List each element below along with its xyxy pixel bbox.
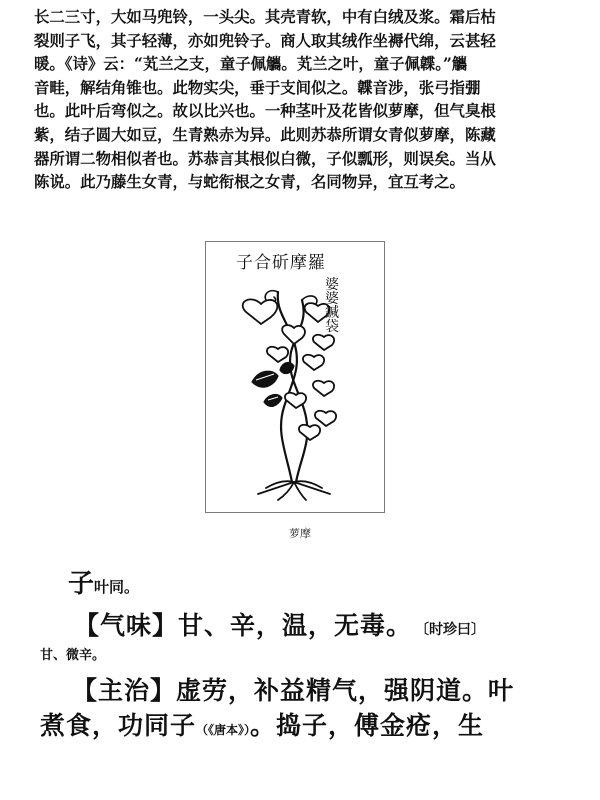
text-line: 暖。《诗》云：“芄兰之支，童子佩觿。芄兰之叶，童子佩韘。”觿: [34, 55, 468, 74]
text-line: 器所谓二物相似者也。苏恭言其根似白微，子似瓢形，则误矣。当从: [34, 149, 496, 168]
text-line: 裂则子飞，其子轻薄，亦如兜铃子。商人取其绒作坐褥代绵，云甚轻: [34, 31, 496, 50]
text-line: 紫，结子圆大如豆，生青熟赤为异。此则苏恭所谓女青似萝摩，陈藏: [34, 125, 496, 144]
zhuzhi-line-2: [40, 706, 484, 742]
plant-illustration: [205, 241, 385, 513]
figure-title: 子合斫摩羅: [236, 253, 326, 273]
figure-subtitle: 婆婆鍼袋: [325, 277, 339, 335]
section-zi: [68, 563, 139, 600]
zhuzhi-label: 【主治】: [72, 676, 177, 705]
zhuzhi-source: （《唐本》）: [196, 723, 251, 737]
section-zhuzhi: [72, 671, 514, 707]
body-paragraph: [34, 6, 566, 195]
text-line: 也。此叶后弯似之。故以比兴也。一种茎叶及花皆似萝摩，但气臭根: [34, 102, 496, 121]
text-line: 陈说。此乃藤生女青，与蛇衔根之女青，名同物异，宜互考之。: [34, 173, 465, 192]
plant-drawing: [206, 242, 386, 514]
figure-caption: 萝摩: [289, 527, 311, 540]
qiwei-label: 【气味】: [74, 611, 179, 640]
section-qiwei: [74, 606, 485, 642]
section-note: 叶同。: [94, 578, 140, 596]
zhuzhi-text-1: 虚劳，补益精气，强阴道。叶: [176, 676, 515, 705]
zhuzhi-text-2a: 煮食，功同子: [40, 711, 197, 740]
text-line: 长二三寸，大如马兜铃，一头尖。其壳青软，中有白绒及浆。霜后枯: [34, 8, 496, 26]
text-line: 音畦，解结角锥也。此物实尖，垂于支间似之。韘音涉，张弓指弸: [34, 78, 481, 97]
qiwei-text: 甘、辛，温，无毒。: [178, 611, 413, 640]
section-heading: 子: [68, 569, 95, 599]
zhuzhi-text-2b: 。捣子，傅金疮，生: [250, 711, 485, 740]
qiwei-continuation: 甘、微辛。: [40, 648, 106, 663]
qiwei-source: 〔时珍曰〕: [422, 622, 486, 638]
